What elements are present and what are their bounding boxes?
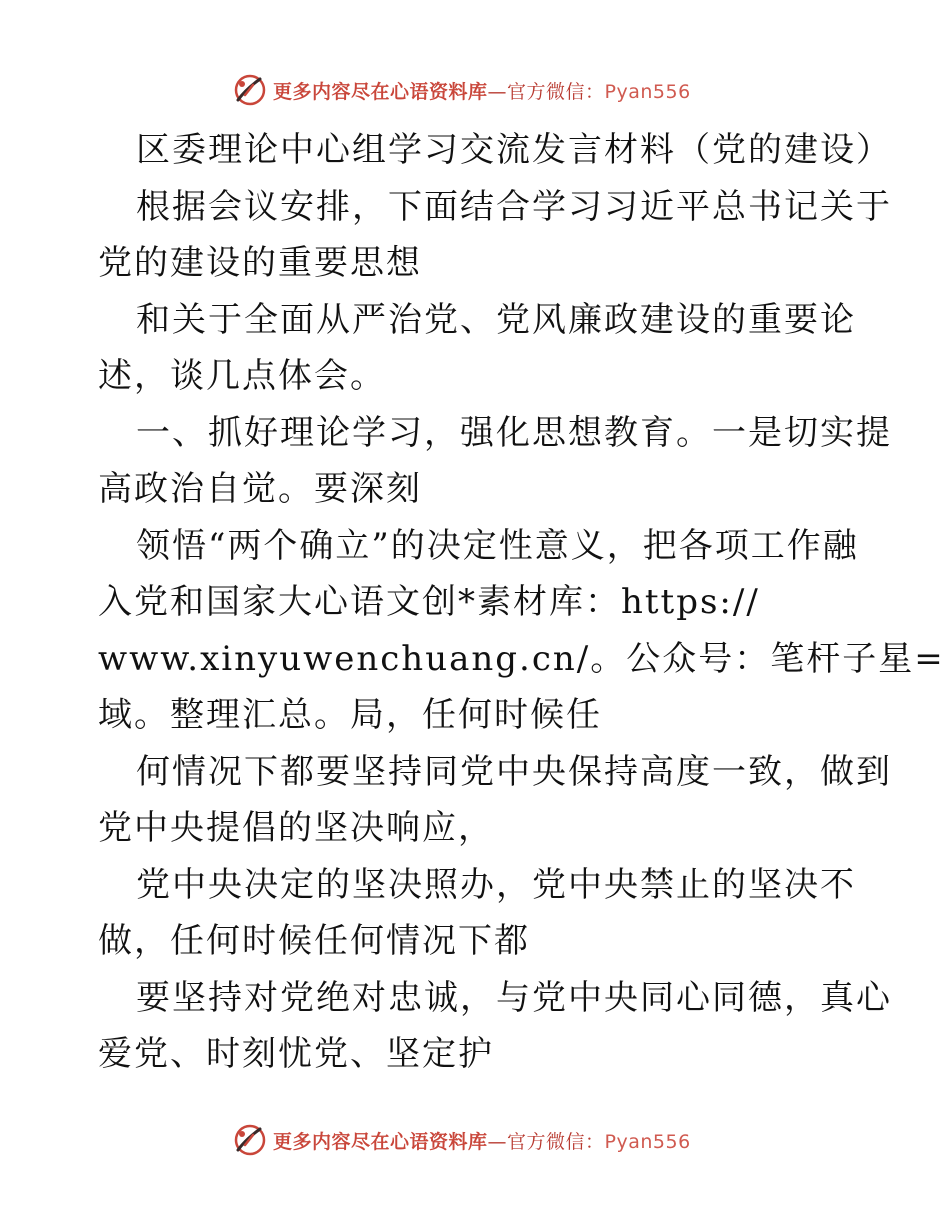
watermark-wechat-id: Pyan556 [604, 1130, 691, 1153]
paragraph-line: 域。整理汇总。局，任何时候任 [98, 695, 602, 735]
watermark-text [273, 77, 691, 104]
paragraph-line: 党中央提倡的坚决响应， [98, 808, 494, 848]
footer-watermark [233, 1120, 691, 1160]
document-title: 区委理论中心组学习交流发言材料（党的建设） [136, 130, 892, 170]
header-watermark [233, 70, 691, 110]
pen-logo-icon [233, 73, 267, 107]
watermark-text [273, 1127, 691, 1154]
pen-logo-icon [233, 1123, 267, 1157]
paragraph-line: 和关于全面从严治党、党风廉政建设的重要论 [136, 299, 856, 340]
document-body [98, 122, 945, 1083]
watermark-dash: — [487, 1130, 508, 1153]
paragraph-line: 党中央决定的坚决照办，党中央禁止的坚决不 [136, 864, 856, 905]
watermark-slogan: 更多内容尽在心语资料库 [273, 80, 488, 103]
paragraph-line: 爱党、时刻忧党、坚定护 [98, 1034, 494, 1074]
paragraph-line: 入党和国家大心语文创*素材库：https:// [98, 582, 760, 622]
watermark-wechat-id: Pyan556 [604, 80, 691, 103]
paragraph-line: 领悟“两个确立”的决定性意义，把各项工作融 [136, 525, 859, 566]
watermark-slogan: 更多内容尽在心语资料库 [273, 1130, 488, 1153]
paragraph-line: 做，任何时候任何情况下都 [98, 921, 530, 961]
paragraph-line: 党的建设的重要思想 [98, 243, 422, 283]
watermark-wechat-label: 官方微信： [507, 80, 605, 103]
paragraph-line: 何情况下都要坚持同党中央保持高度一致，做到 [136, 751, 892, 792]
watermark-dash: — [487, 80, 508, 103]
paragraph-line-url: www.xinyuwenchuang.cn/。公众号：笔杆子星= [98, 638, 945, 679]
paragraph-line: 要坚持对党绝对忠诚，与党中央同心同德，真心 [136, 977, 892, 1018]
watermark-wechat-label: 官方微信： [507, 1130, 605, 1153]
paragraph-line: 述，谈几点体会。 [98, 356, 386, 396]
paragraph-line: 一、抓好理论学习，强化思想教育。一是切实提 [136, 412, 892, 453]
paragraph-line: 根据会议安排，下面结合学习习近平总书记关于 [136, 186, 892, 227]
paragraph-line: 高政治自觉。要深刻 [98, 469, 422, 509]
